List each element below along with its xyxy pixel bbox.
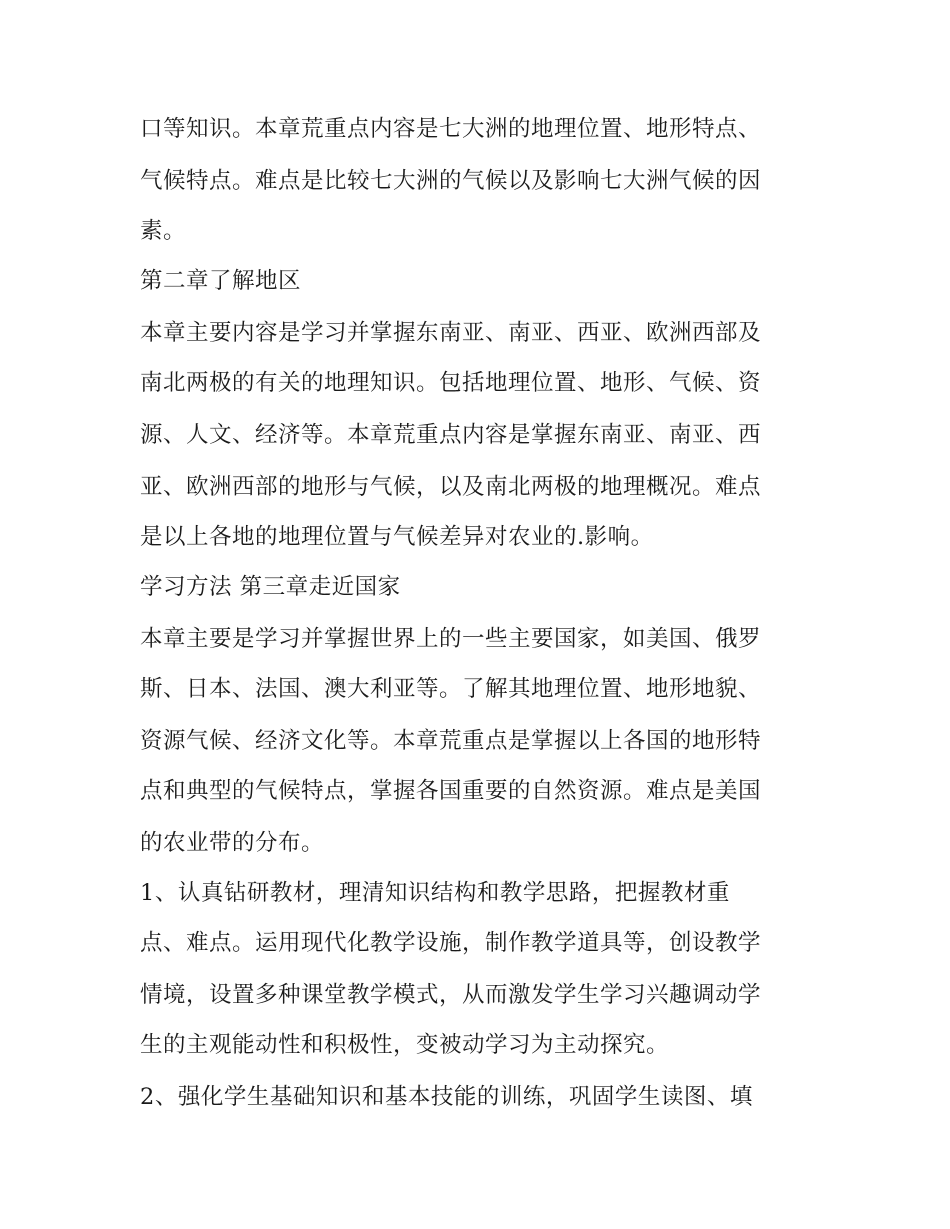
- text-line: 的农业带的分布。: [140, 830, 325, 856]
- text-line: 斯、日本、法国、澳大利亚等。了解其地理位置、地形地貌、: [140, 676, 762, 702]
- text-line: 点、难点。运用现代化教学设施，制作教学道具等，创设教学: [140, 930, 762, 956]
- text-line: 素。: [140, 218, 187, 244]
- text-line: 口等知识。本章荒重点内容是七大洲的地理位置、地形特点、: [140, 116, 762, 142]
- text-line: 源、人文、经济等。本章荒重点内容是掌握东南亚、南亚、西: [140, 422, 762, 448]
- text-line: 情境，设置多种课堂教学模式，从而激发学生学习兴趣调动学: [140, 982, 762, 1008]
- text-line: 气候特点。难点是比较七大洲的气候以及影响七大洲气候的因: [140, 168, 762, 194]
- text-line: 本章主要内容是学习并掌握东南亚、南亚、西亚、欧洲西部及: [140, 320, 762, 346]
- text-line: 生的主观能动性和积极性，变被动学习为主动探究。: [140, 1032, 670, 1058]
- text-line: 本章主要是学习并掌握世界上的一些主要国家，如美国、俄罗: [140, 626, 762, 652]
- text-line: 点和典型的气候特点，掌握各国重要的自然资源。难点是美国: [140, 778, 762, 804]
- text-line: 南北两极的有关的地理知识。包括地理位置、地形、气候、资: [140, 370, 762, 396]
- chapter-heading: 第二章了解地区: [140, 268, 302, 294]
- text-line: 亚、欧洲西部的地形与气候，以及南北两极的地理概况。难点: [140, 474, 762, 500]
- list-item-1: 1、认真钻研教材，理清知识结构和教学思路，把握教材重: [140, 880, 730, 906]
- text-line: 是以上各地的地理位置与气候差异对农业的.影响。: [140, 524, 654, 550]
- list-item-2: 2、强化学生基础知识和基本技能的训练，巩固学生读图、填: [140, 1084, 753, 1110]
- chapter-heading: 学习方法 第三章走近国家: [140, 574, 401, 600]
- text-line: 资源气候、经济文化等。本章荒重点是掌握以上各国的地形特: [140, 728, 762, 754]
